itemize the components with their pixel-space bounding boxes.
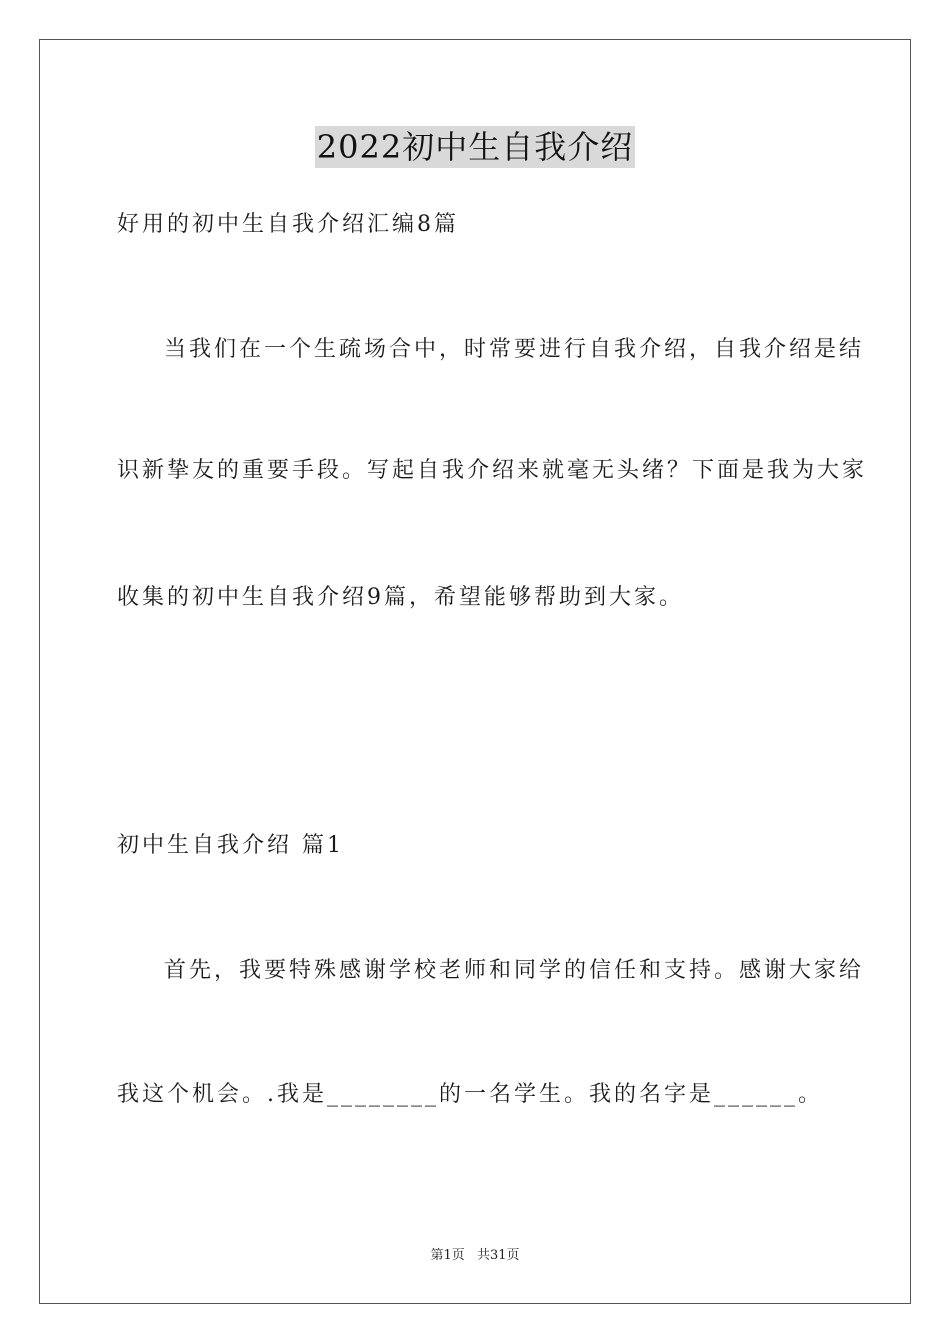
title-container	[0, 126, 950, 168]
page-footer	[0, 1247, 950, 1265]
document-title: 2022初中生自我介绍	[316, 128, 634, 166]
intro-paragraph-line-3: 收集的初中生自我介绍9篇，希望能够帮助到大家。	[117, 585, 684, 610]
section-paragraph-line-1: 首先，我要特殊感谢学校老师和同学的信任和支持。感谢大家给	[164, 958, 865, 983]
section-heading: 初中生自我介绍 篇1	[117, 833, 344, 858]
page-number-current: 第1页	[430, 1248, 465, 1263]
intro-paragraph-line-1: 当我们在一个生疏场合中，时常要进行自我介绍，自我介绍是结	[164, 337, 865, 362]
document-subtitle: 好用的初中生自我介绍汇编8篇	[117, 212, 459, 237]
page-number-total: 共31页	[476, 1248, 520, 1263]
section-paragraph-line-2: 我这个机会。.我是________的一名学生。我的名字是______。	[117, 1082, 823, 1107]
intro-paragraph-line-2: 识新挚友的重要手段。写起自我介绍来就毫无头绪？下面是我为大家	[117, 458, 868, 483]
